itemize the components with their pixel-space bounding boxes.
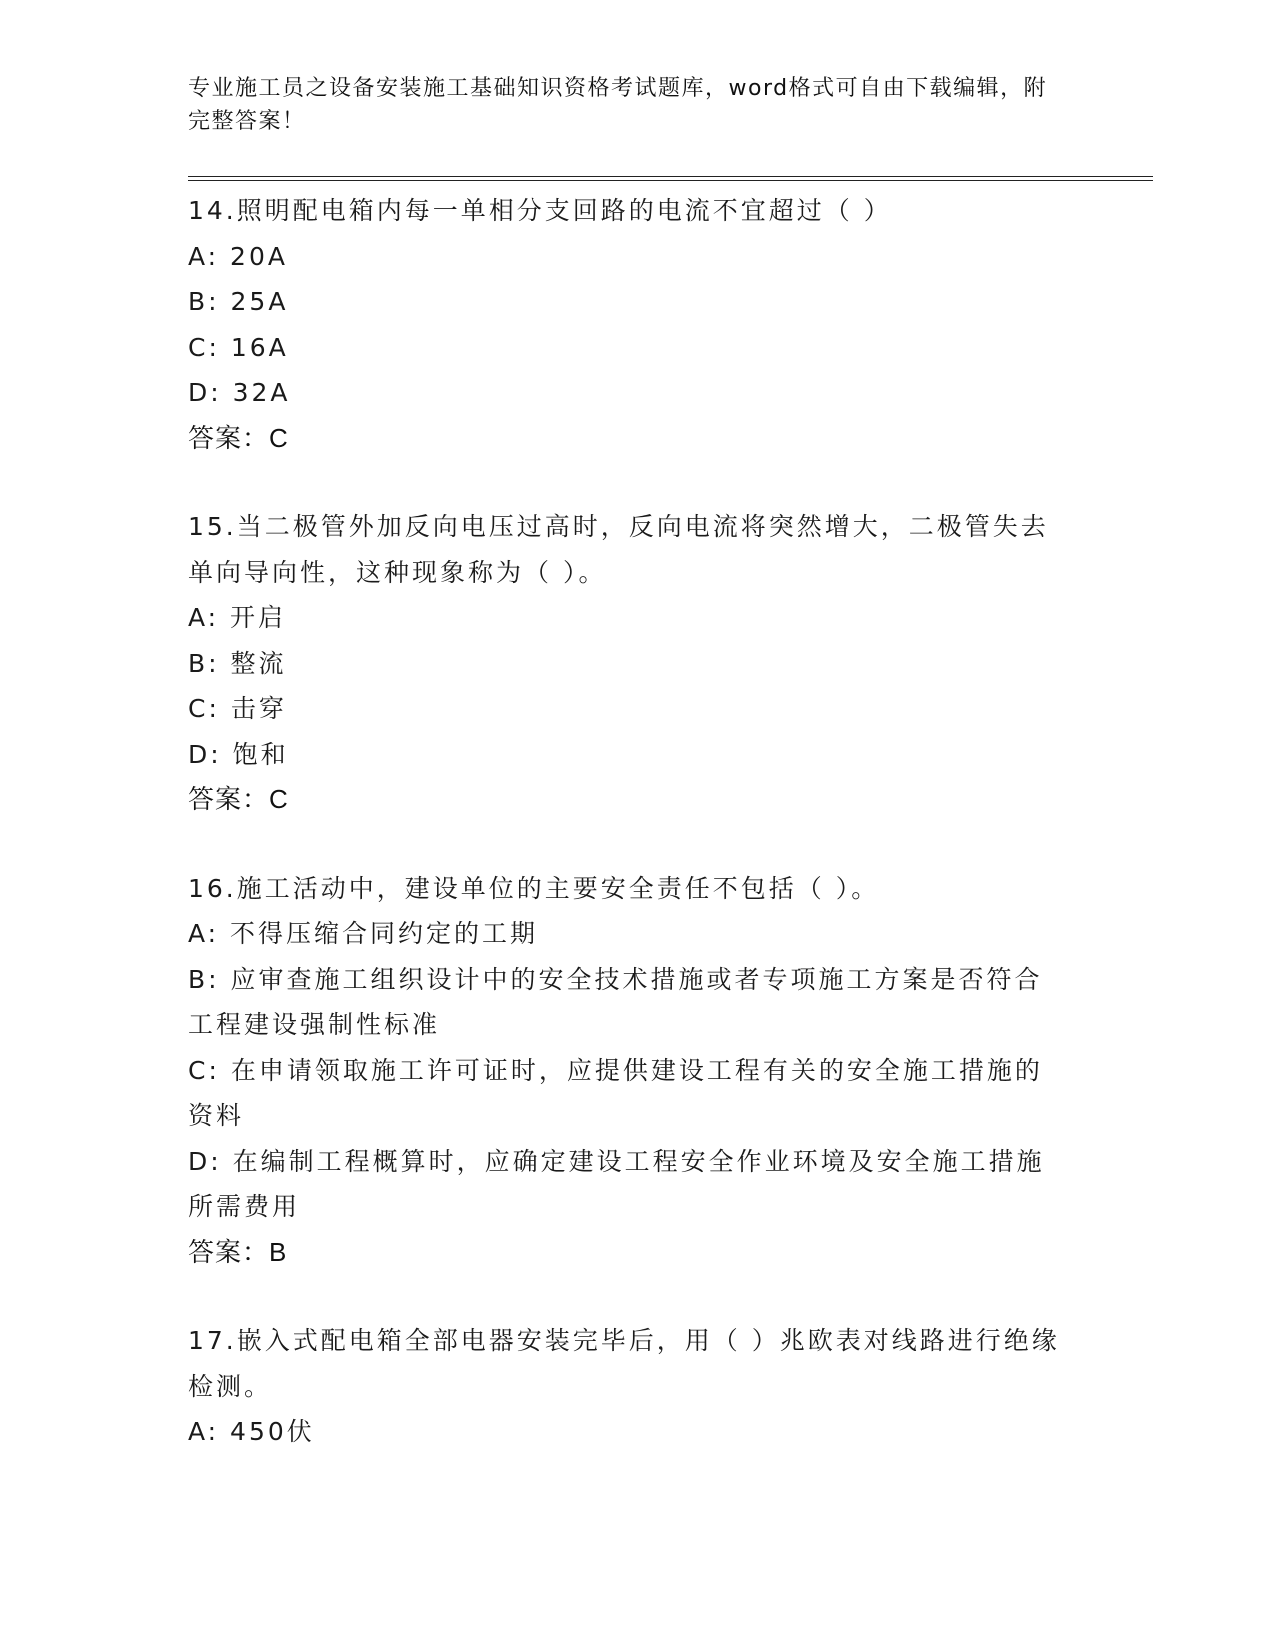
rule-line-top [188,176,1153,177]
option-a: A: 450伏 [188,1417,315,1446]
answer-line: 答案：C [188,784,289,814]
rule-line-bottom [188,180,1153,181]
option-c: C: 击穿 [188,694,287,723]
question-stem: 14.照明配电箱内每一单相分支回路的电流不宜超过（ ） [188,196,892,225]
option-d: D: 饱和 [188,739,289,769]
option-c: C: 在申请领取施工许可证时，应提供建设工程有关的安全施工措施的资料 [188,1055,1043,1130]
option-d: D: 在编制工程概算时，应确定建设工程安全作业环境及安全施工措施所需费用 [188,1146,1045,1221]
question-stem: 15.当二极管外加反向电压过高时，反向电流将突然增大，二极管失去单向导向性，这种现象称为（ ）。 [188,512,1049,587]
question-stem: 16.施工活动中，建设单位的主要安全责任不包括（ ）。 [188,873,880,903]
question-stem: 17.嵌入式配电箱全部电器安装完毕后，用（ ）兆欧表对线路进行绝缘检测。 [188,1326,1060,1401]
option-b: B: 25A [188,287,289,316]
question-14 [188,188,1068,461]
option-b: B: 整流 [188,648,287,678]
header-double-rule [188,176,1153,182]
question-17 [188,1318,1068,1455]
option-d: D: 32A [188,378,291,407]
document-header: 专业施工员之设备安装施工基础知识资格考试题库，word格式可自由下载编辑，附完整答案！ [188,76,1048,134]
question-15 [188,504,1068,823]
option-c: C: 16A [188,332,289,362]
question-list [188,188,1068,1455]
question-16 [188,866,1068,1276]
option-b: B: 应审查施工组织设计中的安全技术措施或者专项施工方案是否符合工程建设强制性标准 [188,964,1043,1039]
option-a: A: 不得压缩合同约定的工期 [188,919,539,948]
option-a: A: 20A [188,241,288,271]
answer-line: 答案：B [188,1236,288,1267]
answer-line: 答案：C [188,422,289,453]
option-a: A: 开启 [188,603,287,632]
